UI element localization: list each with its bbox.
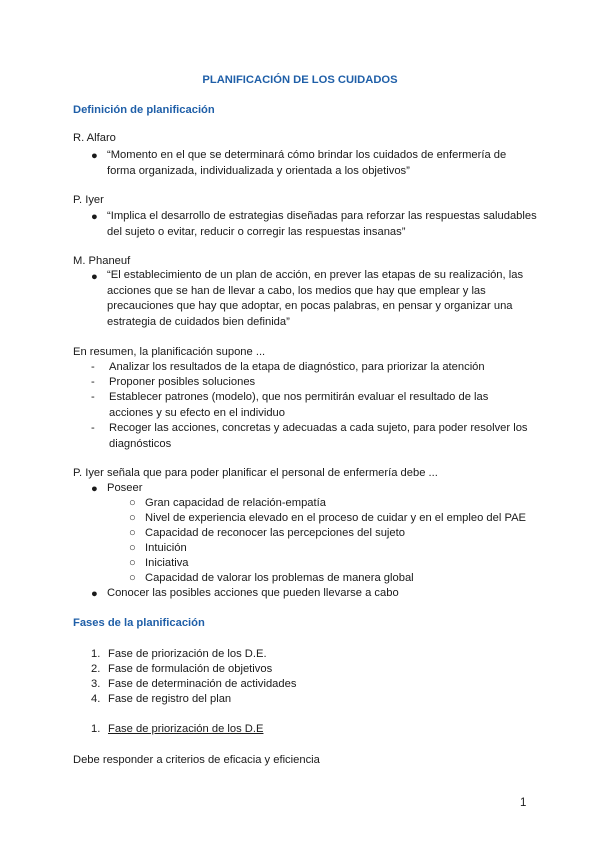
bullet-icon: ●: [91, 211, 98, 223]
closing-text: Debe responder a criterios de eficacia y eficiencia: [73, 754, 320, 766]
sub-requirement-item: Intuición: [145, 542, 187, 554]
requirement-item: Conocer las posibles acciones que pueden llevarse a cabo: [107, 587, 399, 599]
summary-item: Recoger las acciones, concretas y adecuadas a cada sujeto, para poder resolver los diagnósticos: [109, 422, 528, 450]
summary-item: Establecer patrones (modelo), que nos permitirán evaluar el resultado de las acciones y su efecto en el individuo: [109, 391, 489, 419]
summary-item: Proponer posibles soluciones: [109, 376, 256, 388]
list-number: 3.: [91, 678, 101, 690]
circle-bullet-icon: ○: [129, 497, 136, 509]
iyer-intro: P. Iyer señala que para poder planificar el personal de enfermería debe ...: [73, 467, 438, 479]
phase-subheading: Fase de priorización de los D.E: [108, 723, 264, 735]
sub-requirement-item: Capacidad de reconocer las percepciones del sujeto: [145, 527, 405, 539]
bullet-icon: ●: [91, 150, 98, 162]
list-number: 1.: [91, 648, 101, 660]
author-name: M. Phaneuf: [73, 255, 131, 267]
summary-item: Analizar los resultados de la etapa de diagnóstico, para priorizar la atención: [109, 361, 485, 373]
circle-bullet-icon: ○: [129, 542, 136, 554]
section-heading-definicion: Definición de planificación: [73, 104, 215, 116]
sub-requirement-item: Nivel de experiencia elevado en el proceso de cuidar y en el empleo del PAE: [145, 512, 527, 524]
sub-requirement-item: Capacidad de valorar los problemas de manera global: [145, 572, 414, 584]
list-number: 2.: [91, 663, 101, 675]
circle-bullet-icon: ○: [129, 572, 136, 584]
phase-item: Fase de priorización de los D.E.: [108, 648, 267, 660]
phase-item: Fase de registro del plan: [108, 693, 232, 705]
bullet-icon: ●: [91, 483, 98, 495]
list-number: 4.: [91, 693, 101, 705]
phase-item: Fase de determinación de actividades: [108, 678, 297, 690]
section-heading-fases: Fases de la planificación: [73, 617, 205, 629]
page-title: PLANIFICACIÓN DE LOS CUIDADOS: [202, 74, 398, 86]
author-name: R. Alfaro: [73, 132, 116, 144]
circle-bullet-icon: ○: [129, 512, 136, 524]
page-number: 1: [520, 797, 527, 809]
bullet-icon: ●: [91, 271, 98, 283]
definition-quote: “Momento en el que se determinará cómo brindar los cuidados de enfermería de forma organizada, individualizada y orientada a los objetivos”: [107, 149, 507, 177]
dash-icon: -: [91, 391, 95, 403]
phase-item: Fase de formulación de objetivos: [108, 663, 273, 675]
dash-icon: -: [91, 361, 95, 373]
requirement-item: Poseer: [107, 482, 143, 494]
definition-quote: “El establecimiento de un plan de acción, en prever las etapas de su realización, las acciones que se han de llevar a cabo, los medios que hay que emplear y las precauciones que hay que adoptar, en pocas palabras, en pensar y organizar una estrategia de cuidados bien definida”: [107, 269, 524, 328]
summary-intro: En resumen, la planificación supone ...: [73, 346, 266, 358]
sub-requirement-item: Gran capacidad de relación-empatía: [145, 497, 326, 509]
circle-bullet-icon: ○: [129, 557, 136, 569]
bullet-icon: ●: [91, 588, 98, 600]
dash-icon: -: [91, 376, 95, 388]
sub-requirement-item: Iniciativa: [145, 557, 189, 569]
dash-icon: -: [91, 422, 95, 434]
author-name: P. Iyer: [73, 194, 104, 206]
list-number: 1.: [91, 723, 101, 735]
circle-bullet-icon: ○: [129, 527, 136, 539]
definition-quote: “Implica el desarrollo de estrategias diseñadas para reforzar las respuestas saludables del sujeto o evitar, reducir o corregir las respuestas insanas”: [107, 210, 537, 238]
